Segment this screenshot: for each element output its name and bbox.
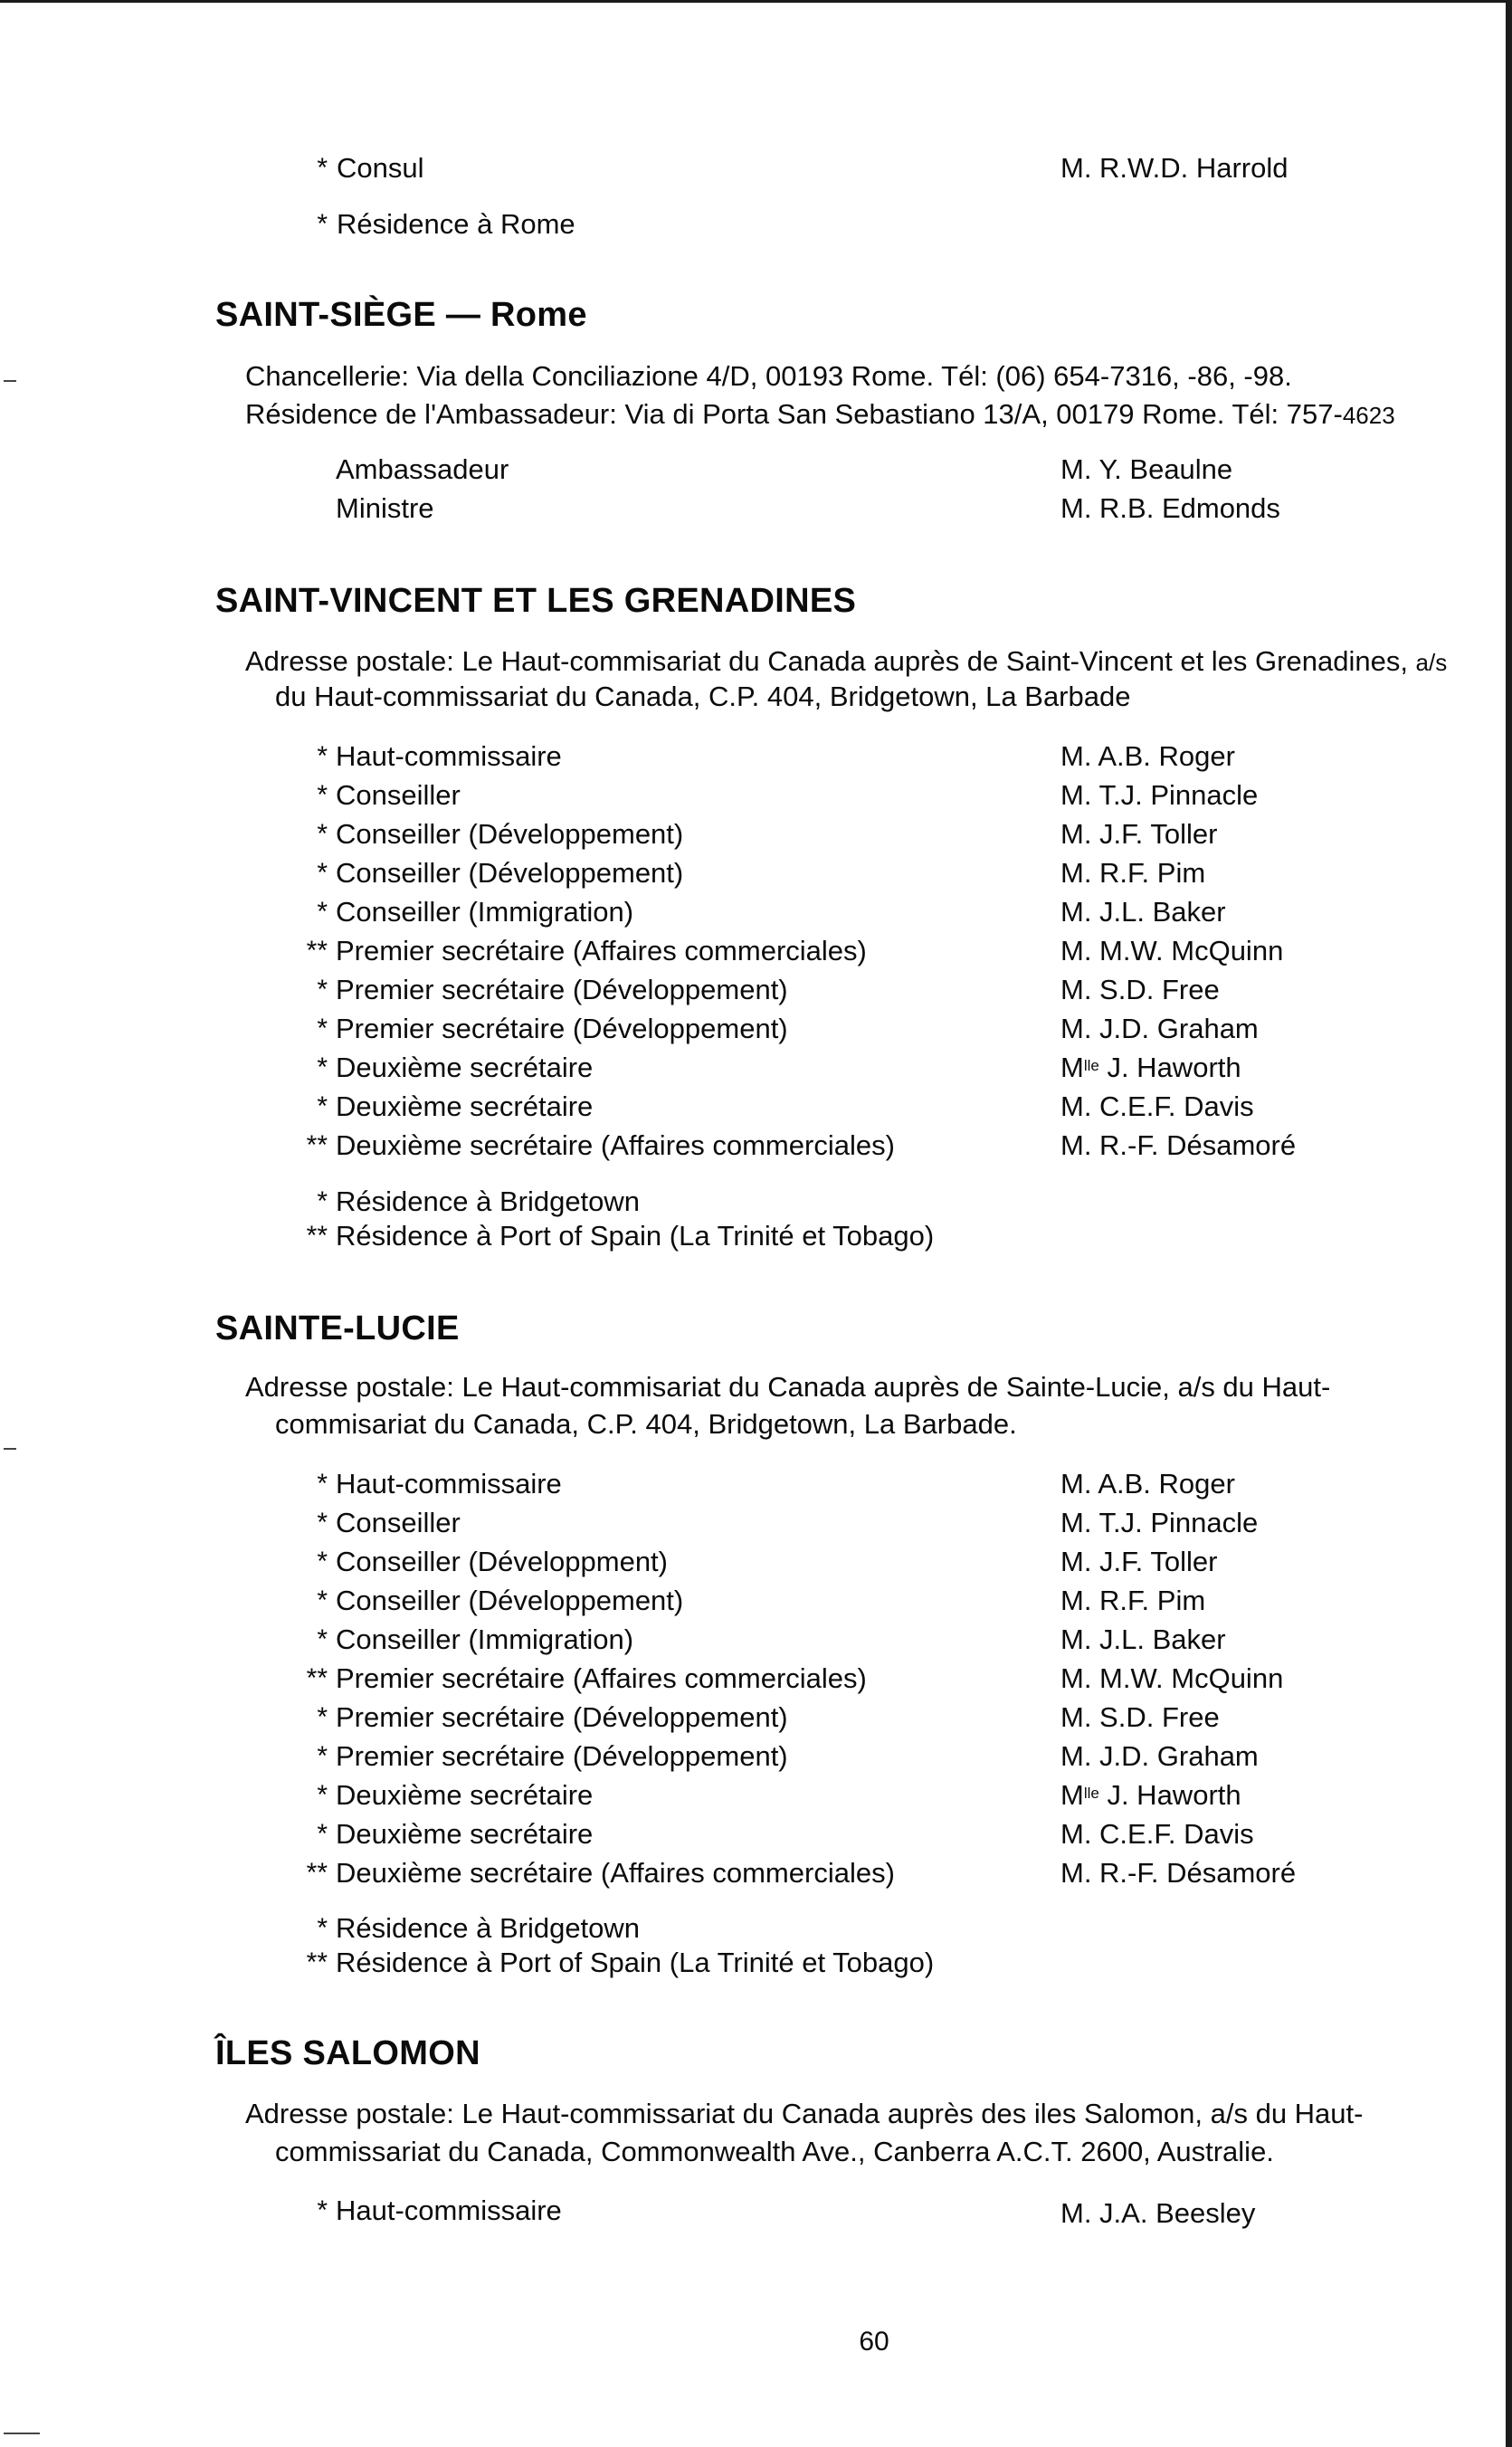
staff-role: Premier secrétaire (Développement) [336, 1013, 788, 1044]
asterisk-marker: ** [306, 1130, 328, 1160]
asterisk-marker: * [317, 1624, 328, 1654]
asterisk-marker: * [317, 858, 328, 888]
staff-name: M. A.B. Roger [1060, 1468, 1235, 1500]
name-prefix: M [1060, 1052, 1084, 1083]
residence-note: Résidence à Port of Spain (La Trinité et Tobago) [336, 1947, 935, 1978]
staff-name: M. J.F. Toller [1060, 1546, 1218, 1577]
staff-role: Ministre [336, 492, 434, 524]
asterisk-marker: ** [306, 1858, 328, 1888]
asterisk-marker: * [317, 1702, 328, 1732]
scan-margin-mark [4, 2433, 40, 2434]
staff-name: M. S.D. Free [1060, 1701, 1220, 1733]
staff-role: Premier secrétaire (Développement) [336, 1701, 788, 1733]
residence-phone-tail: 4623 [1342, 402, 1395, 429]
staff-role: Haut-commissaire [336, 740, 562, 772]
postal-address-line: du Haut-commissariat du Canada, C.P. 404, Bridgetown, La Barbade [275, 681, 1131, 712]
staff-name: M. J.A. Beesley [1060, 2197, 1256, 2229]
staff-role: Conseiller (Développement) [336, 1585, 684, 1616]
staff-role: Conseiller (Immigration) [336, 1623, 634, 1655]
asterisk-marker: * [317, 1741, 328, 1771]
staff-name: M. J.D. Graham [1060, 1013, 1259, 1044]
staff-role: Haut-commissaire [336, 2195, 562, 2226]
asterisk-marker: * [317, 1585, 328, 1615]
asterisk-marker: * [317, 1780, 328, 1810]
asterisk-marker: * [317, 819, 328, 849]
asterisk-marker: ** [306, 936, 328, 966]
asterisk-marker: ** [306, 1947, 328, 1977]
postal-address-line: Adresse postale: Le Haut-commissariat du Canada auprès des iles Salomon, a/s du Haut- [245, 2098, 1364, 2129]
staff-name: M. R.-F. Désamoré [1060, 1129, 1297, 1161]
asterisk-marker: * [317, 1052, 328, 1082]
asterisk-marker: ** [306, 1221, 328, 1251]
asterisk-marker: * [317, 1913, 328, 1943]
staff-role: Conseiller [336, 1507, 461, 1538]
staff-role: Premier secrétaire (Développement) [336, 1740, 788, 1772]
staff-name: M. J.F. Toller [1060, 818, 1218, 850]
scan-top-edge [0, 0, 1512, 3]
asterisk-marker: * [317, 1508, 328, 1538]
postal-address-line [245, 644, 1447, 680]
staff-name: M. M.W. McQuinn [1060, 935, 1284, 966]
postal-address-line: Adresse postale: Le Haut-commisariat du Canada auprès de Sainte-Lucie, a/s du Haut- [245, 1371, 1331, 1403]
name-prefix: M [1060, 1779, 1084, 1811]
staff-name: M. R.-F. Désamoré [1060, 1857, 1297, 1889]
staff-name [1060, 1051, 1241, 1085]
staff-role: Conseiller (Développement) [336, 857, 684, 889]
consul-role: Consul [337, 152, 424, 184]
section-title: SAINT-SIÈGE — Rome [215, 296, 587, 334]
staff-role: Deuxième secrétaire [336, 1779, 594, 1811]
asterisk-marker: * [317, 741, 328, 771]
scan-margin-mark [4, 380, 16, 382]
asterisk-marker: * [317, 209, 328, 239]
name-rest: J. Haworth [1098, 1052, 1241, 1083]
staff-name: M. C.E.F. Davis [1060, 1090, 1254, 1122]
staff-name [1060, 1778, 1241, 1813]
postal-address-line: commisariat du Canada, C.P. 404, Bridgetown, La Barbade. [275, 1408, 1017, 1440]
residence-address [245, 397, 1395, 433]
residence-note: Résidence à Rome [337, 208, 575, 240]
staff-role: Deuxième secrétaire [336, 1052, 594, 1083]
name-rest: J. Haworth [1098, 1779, 1241, 1811]
residence-note: Résidence à Bridgetown [336, 1912, 641, 1944]
name-superscript: lle [1083, 1785, 1099, 1802]
staff-name: M. R.F. Pim [1060, 1585, 1206, 1616]
staff-role: Deuxième secrétaire [336, 1090, 594, 1122]
asterisk-marker: * [317, 1547, 328, 1576]
section-title: SAINTE-LUCIE [215, 1309, 460, 1347]
asterisk-marker: * [317, 153, 328, 183]
staff-role: Premier secrétaire (Affaires commerciales) [336, 935, 867, 966]
staff-role: Deuxième secrétaire (Affaires commerciales) [336, 1129, 895, 1161]
staff-role: Ambassadeur [336, 453, 509, 485]
staff-role: Premier secrétaire (Développement) [336, 974, 788, 1005]
staff-role: Deuxième secrétaire (Affaires commerciales) [336, 1857, 895, 1889]
asterisk-marker: * [317, 1819, 328, 1849]
staff-role: Haut-commissaire [336, 1468, 562, 1500]
staff-name: M. J.L. Baker [1060, 1623, 1226, 1655]
staff-name: M. J.D. Graham [1060, 1740, 1259, 1772]
name-superscript: lle [1083, 1057, 1099, 1074]
postal-address-line: commissariat du Canada, Commonwealth Ave., Canberra A.C.T. 2600, Australie. [275, 2136, 1274, 2167]
scan-margin-mark [4, 1448, 16, 1450]
staff-role: Deuxième secrétaire [336, 1818, 594, 1850]
residence-note: Résidence à Port of Spain (La Trinité et Tobago) [336, 1220, 935, 1252]
section-title: ÎLES SALOMON [215, 2034, 480, 2072]
staff-role: Conseiller (Développement) [336, 818, 684, 850]
consul-name: M. R.W.D. Harrold [1060, 152, 1289, 184]
asterisk-marker: * [317, 897, 328, 927]
asterisk-marker: * [317, 975, 328, 1005]
asterisk-marker: * [317, 1186, 328, 1216]
staff-name: M. R.F. Pim [1060, 857, 1206, 889]
postal-address-main: Adresse postale: Le Haut-commisariat du Canada auprès de Saint-Vincent et les Grenadines, [245, 645, 1416, 677]
asterisk-marker: * [317, 1014, 328, 1043]
staff-name: M. T.J. Pinnacle [1060, 779, 1259, 811]
staff-name: M. J.L. Baker [1060, 896, 1226, 928]
staff-role: Conseiller (Immigration) [336, 896, 634, 928]
residence-address-main: Résidence de l'Ambassadeur: Via di Porta San Sebastiano 13/A, 00179 Rome. Tél: 757- [245, 398, 1343, 430]
chancellerie-address: Chancellerie: Via della Conciliazione 4/D, 00193 Rome. Tél: (06) 654-7316, -86, -98. [245, 360, 1292, 392]
page-number: 60 [859, 2327, 889, 2357]
postal-address-tail: a/s [1415, 649, 1448, 676]
staff-name: M. M.W. McQuinn [1060, 1662, 1284, 1694]
staff-name: M. C.E.F. Davis [1060, 1818, 1254, 1850]
asterisk-marker: * [317, 780, 328, 810]
asterisk-marker: * [317, 1091, 328, 1121]
staff-role: Conseiller (Développment) [336, 1546, 668, 1577]
staff-name: M. S.D. Free [1060, 974, 1220, 1005]
residence-note: Résidence à Bridgetown [336, 1185, 641, 1217]
staff-name: M. A.B. Roger [1060, 740, 1235, 772]
asterisk-marker: * [317, 2195, 328, 2225]
asterisk-marker: ** [306, 1663, 328, 1693]
staff-role: Premier secrétaire (Affaires commerciales) [336, 1662, 867, 1694]
asterisk-marker: * [317, 1469, 328, 1499]
staff-name: M. Y. Beaulne [1060, 453, 1233, 485]
section-title: SAINT-VINCENT ET LES GRENADINES [215, 582, 857, 620]
staff-name: M. T.J. Pinnacle [1060, 1507, 1259, 1538]
scan-right-edge [1506, 0, 1512, 2447]
staff-role: Conseiller [336, 779, 461, 811]
staff-name: M. R.B. Edmonds [1060, 492, 1280, 524]
